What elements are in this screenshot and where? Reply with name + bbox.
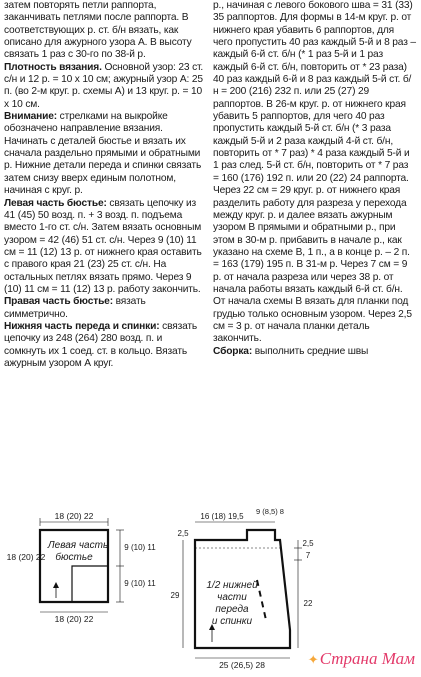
dim-side-total-left: 29 [170,591,180,600]
dim-left-height-val: 18 (20) 22 [6,552,46,562]
heading-right-bust: Правая часть бюстье: [4,296,113,308]
paragraph-attention [4,111,204,197]
paragraph-lower-part [4,321,204,370]
dim-right-lower: 9 (10) 11 [124,579,156,588]
dim-left-height [7,552,46,562]
dim-bottom-width: 18 (20) 22 [54,614,94,624]
left-bust-text: связать цепочку из 41 (45) 50 возд. п. + 3 возд. п. подъема вместо 1-го ст. с/н. Затем вязать основным узором = 42 (46) 51 ст. с/н. Через 9 (10) 11 см = 11 (12) 13 р. от нижнего края оставить с правого края 21 (23) 25 ст. с/н. На остальных петлях вязать прямо. Через 9 (10) 11 см = 11 (12) 13 р. работу закончить. [4,197,202,295]
heading-left-bust: Левая часть бюстье: [4,197,107,209]
left-bust-cutout [72,566,108,602]
paragraph-assembly [213,346,416,358]
lower-label-3: переда [215,604,249,615]
lower-label-1: 1/2 нижней [206,580,258,591]
heading-density: Плотность вязания. [4,61,102,73]
dim-top-width: 18 (20) 22 [54,511,94,521]
left-text-column [4,0,204,370]
density-text: Основной узор: 23 ст. с/н и 12 р. = 10 х 10 см; ажурный узор А: 25 п. (во 2-м круг. р. схемы А) и 13 круг. р. = 10 х 10 см. [4,61,204,110]
lower-part-text: связать цепочку из 248 (264) 280 возд. п. и сомкнуть их 1 соед. ст. в кольцо. Вязать ажурным узором А круг. [4,320,198,369]
lower-label-2: части [217,592,247,603]
lower-part-pattern [171,507,315,670]
left-bust-label-2: бюстье [55,552,93,563]
lower-label-4: и спинки [211,616,253,627]
right-text-column [213,0,416,358]
dim-side-top-right: 2,5 [302,539,314,548]
left-bust-label-1: Левая часть [47,540,109,551]
dim-side-lower-right: 22 [303,599,313,608]
heading-lower-part: Нижняя часть переда и спинки: [4,320,160,332]
attention-text: стрелками на выкройке обозначено направление вязания. Начинать с деталей бюстье и вязать их сначала раздельно прямыми и обратными р. Нижние детали переда и спинки связать затем снизу вверх единым полотном, начиная с круг. р. [4,111,202,197]
assembly-text: выполнить средние швы [252,345,369,357]
dim-top-left-width: 16 (18) 19,5 [200,512,244,521]
paragraph-left-bust [4,198,204,297]
star-icon: ✦ [307,652,319,667]
paragraph-density [4,62,204,111]
left-bust-pattern [7,511,157,624]
dim-side-mid-right: 7 [305,551,311,560]
heading-attention: Внимание: [4,111,57,123]
right-bust-text: вязать симметрично. [4,296,146,320]
watermark-text: Страна Мам [319,649,415,668]
paragraph-continuation: р., начиная с левого бокового шва = 31 (33) 35 раппортов. Для формы в 14-м круг. р. от нижнего края убавить 6 раппортов, для чего пропустить 40 раз каждый 5-й и 8 раз – каждый 6-й ст. б/н (* 1 раз 5-й и 1 раз каждый 6-й ст. б/н, повторить от * 23 раза) 40 раз каждый 6-й и 8 раз каждый 5-й ст. б/н = 200 (216) 232 п. или 25 (27) 29 раппортов. В 26-м круг. р. от нижнего края убавить 5 раппортов, для чего 40 раз пропустить каждый 5-й ст. б/н (* 3 раза каждый 5-й и 2 раза каждый 4-й ст. б/н, повторить от * 7 раз) * 4 раза каждый 5-й и 1 раз след. 5-й ст. б/н, повторить от * 7 раз = 160 (176) 192 п. или 20 (22) 24 раппорта. Через 22 см = 29 круг. р. от нижнего края разделить работу для разреза у перехода между круг. р. и далее вязать ажурным узором В прямыми и обратными р., при этом в 30-м р. прибавить в начале р., как указано на схеме В, 1 п., а в конце р. – 2 п. = 163 (179) 195 п. В 31-м р. Через 7 см = 9 р. от начала разреза или через 38 р. от начала работы вязать каждый 6-й ст. б/н. От начала схемы В вязать для планки под грудью только основным узором. Через 2,5 см = 3 р. от начала планки деталь закончить. [213,0,416,345]
dim-side-top: 2,5 [177,529,189,538]
dim-bottom-width-lower: 25 (26,5) 28 [219,660,265,670]
heading-assembly: Сборка: [213,345,253,357]
watermark-logo [308,649,415,669]
paragraph-right-bust [4,296,204,321]
paragraph-intro: затем повторять петли раппорта, заканчивать петлями после раппорта. В соответствующих р. ст. б/н вязать, как описано для ажурного узора А. В высоту связать 1 раз с 30-го по 38-й р. [4,0,192,61]
dim-right-upper: 9 (10) 11 [124,543,156,552]
dim-top-right-width: 9 (8,5) 8 [256,507,284,516]
